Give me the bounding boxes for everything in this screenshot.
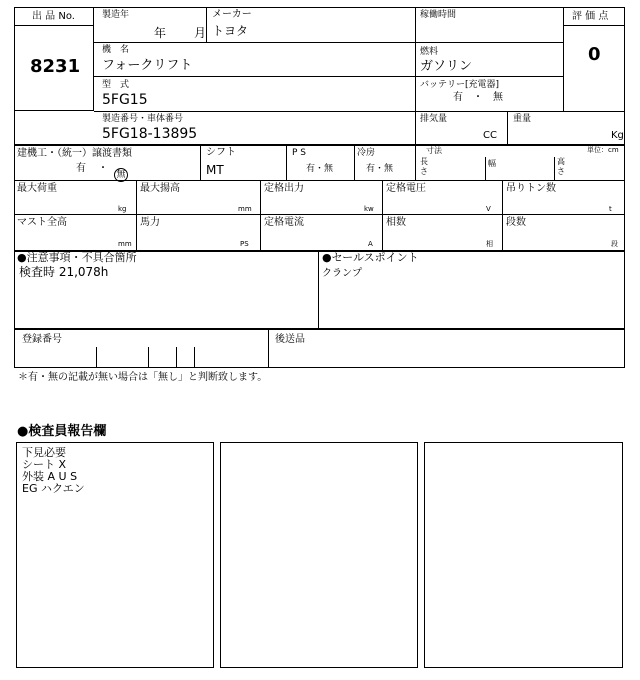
shift-label: シフト [206, 147, 236, 158]
transfer-docs-no-circled: 無 [114, 162, 128, 182]
weight-label: 重量 [513, 114, 532, 124]
displacement-label: 排気量 [420, 114, 448, 124]
model-label: 機 名 [102, 45, 130, 55]
horsepower-label: 馬力 [140, 217, 160, 228]
phase-count-unit: 相 [486, 240, 493, 248]
report-line: シート X [22, 458, 67, 471]
max-lift-unit: mm [238, 205, 252, 213]
maker-label: メーカー [212, 9, 252, 20]
defects-label: ●注意事項・不具合箇所 [17, 251, 137, 264]
rated-current-unit: A [368, 240, 373, 248]
hoist-tonnage-label: 吊りトン数 [506, 183, 556, 194]
report-box-1 [16, 442, 214, 668]
grade-label: 評 価 点 [572, 11, 609, 22]
power-steering-label: P S [292, 148, 307, 158]
cooler-label: 冷房 [357, 148, 376, 158]
dimensions-unit: 単位：cm [587, 146, 619, 154]
defects-text: 検査時 21,078h [19, 265, 109, 279]
footnote: ＊有・無の記載が無い場合は「無し」と判断致します。 [18, 372, 268, 383]
max-lift-label: 最大揚高 [140, 183, 180, 194]
serial-label: 製造番号・車体番号 [102, 114, 184, 124]
serial-value: 5FG18-13895 [102, 126, 198, 142]
max-load-label: 最大荷重 [17, 183, 57, 194]
selling-points-text: クランプ [322, 268, 362, 279]
rated-output-label: 定格出力 [264, 183, 304, 194]
mast-height-label: マスト全高 [17, 217, 67, 228]
year-unit: 年 [154, 26, 167, 40]
max-load-unit: kg [118, 205, 127, 213]
grade-value: 0 [588, 44, 601, 65]
report-box-2 [220, 442, 418, 668]
transfer-docs-separator: ・ [98, 163, 108, 174]
lot-number-label: 出 品 No. [32, 11, 75, 22]
accessories-label: 後送品 [275, 334, 305, 345]
type-label: 型 式 [102, 80, 130, 90]
mast-height-unit: mm [118, 240, 132, 248]
displacement-unit: CC [483, 130, 497, 141]
report-line: EG ハクエン [22, 482, 85, 495]
width-label: 幅 [488, 159, 496, 168]
battery-label: バッテリー[充電器] [420, 80, 500, 90]
stages-label: 段数 [506, 217, 526, 228]
dimensions-label: 寸法 [426, 146, 442, 155]
phase-count-label: 相数 [386, 217, 406, 228]
selling-points-label: ●セールスポイント [322, 251, 419, 264]
registration-box [14, 329, 625, 368]
type-value: 5FG15 [102, 92, 148, 108]
length-label: 長さ [420, 157, 428, 176]
year-label: 製造年 [102, 10, 130, 20]
battery-options: 有 ・ 無 [453, 92, 503, 103]
rated-output-unit: kw [364, 205, 374, 213]
hoist-tonnage-unit: t [609, 205, 612, 213]
rated-current-label: 定格電流 [264, 217, 304, 228]
report-box-3 [424, 442, 623, 668]
maker-value: トヨタ [212, 24, 249, 38]
fuel-value: ガソリン [420, 59, 473, 74]
weight-unit: Kg [611, 130, 624, 141]
stages-unit: 段 [611, 240, 618, 248]
lot-number: 8231 [30, 56, 81, 77]
rated-voltage-unit: V [486, 205, 491, 213]
registration-number-label: 登録番号 [22, 334, 62, 345]
power-steering-options: 有・無 [306, 164, 334, 174]
fuel-label: 燃料 [420, 47, 439, 57]
height-label: 高さ [557, 157, 565, 176]
cooler-options: 有・無 [366, 164, 394, 174]
report-line: 外装 A U S [22, 470, 78, 483]
report-line: 下見必要 [22, 446, 66, 459]
transfer-docs-label: 建機工・（統一）譲渡書類 [17, 148, 132, 159]
inspector-report-title: ●検査員報告欄 [17, 424, 107, 439]
model-value: フォークリフト [102, 58, 193, 73]
transfer-docs-yes: 有 [76, 163, 86, 174]
spec-grid [14, 145, 625, 251]
shift-value: MT [206, 163, 224, 177]
operating-hours-label: 稼働時間 [420, 10, 457, 20]
horsepower-unit: PS [240, 240, 249, 248]
month-unit: 月 [194, 26, 207, 40]
rated-voltage-label: 定格電圧 [386, 183, 426, 194]
